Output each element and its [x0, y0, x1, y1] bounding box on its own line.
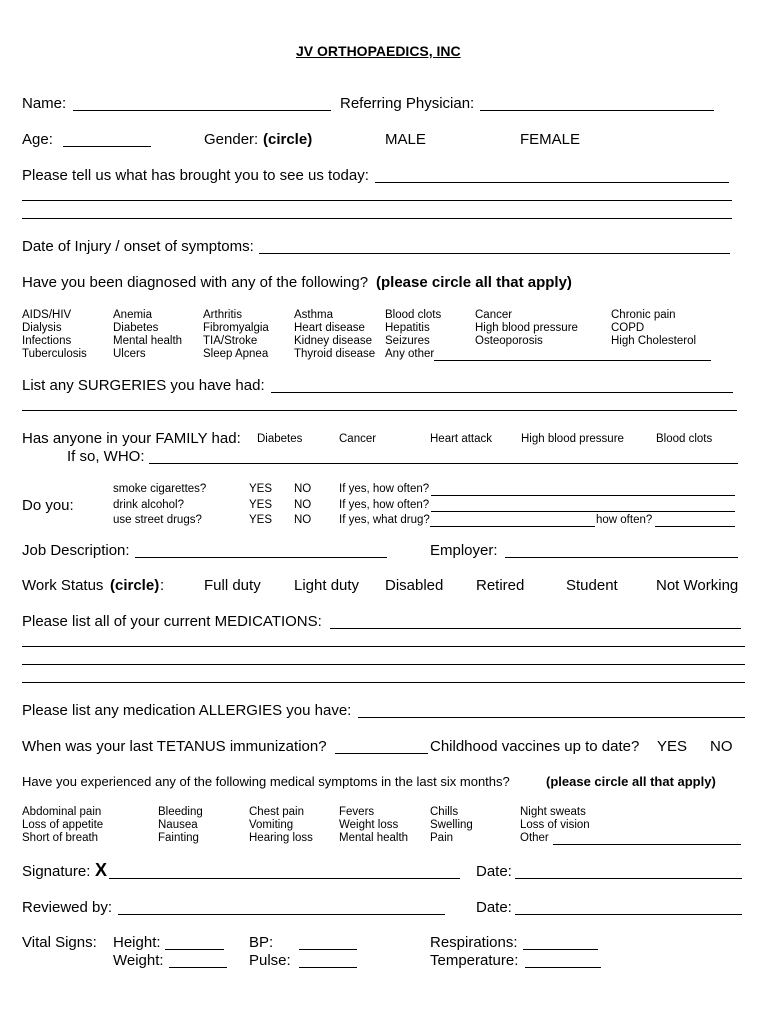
condition-item[interactable]: High blood pressure — [475, 322, 578, 334]
habit-yes-option[interactable]: YES — [249, 483, 273, 495]
condition-item[interactable]: Mental health — [113, 335, 183, 347]
medications-line-2[interactable] — [22, 646, 745, 647]
symptom-item[interactable]: Short of breath — [22, 832, 99, 844]
family-item[interactable]: High blood pressure — [521, 433, 624, 445]
symptom-item[interactable]: Mental health — [339, 832, 409, 844]
other-condition-field[interactable] — [434, 360, 711, 361]
gender-female-option[interactable]: FEMALE — [520, 131, 581, 148]
gender-circle-note: (circle) — [263, 131, 313, 148]
symptom-item[interactable]: Fainting — [158, 832, 199, 844]
symptom-item[interactable]: Vomiting — [249, 819, 294, 831]
work-status-option[interactable]: Light duty — [294, 577, 360, 594]
family-item[interactable]: Blood clots — [656, 433, 713, 445]
name-field[interactable] — [73, 110, 331, 111]
symptom-item[interactable]: Other — [520, 832, 549, 844]
condition-item[interactable]: AIDS/HIV — [22, 309, 72, 321]
smoke-frequency-field[interactable] — [431, 495, 735, 496]
signature-date-label: Date: — [476, 863, 512, 880]
condition-item[interactable]: High Cholesterol — [611, 335, 697, 347]
condition-item[interactable]: Seizures — [385, 335, 430, 347]
employer-field[interactable] — [505, 557, 738, 558]
symptom-item[interactable]: Weight loss — [339, 819, 399, 831]
surgeries-label: List any SURGERIES you have had: — [22, 377, 265, 394]
drug-name-field[interactable] — [430, 526, 595, 527]
work-status-option[interactable]: Student — [566, 577, 618, 594]
age-label: Age: — [22, 131, 53, 148]
signature-x-mark: X — [95, 860, 108, 880]
condition-item[interactable]: TIA/Stroke — [203, 335, 258, 347]
job-description-label: Job Description: — [22, 542, 130, 559]
job-description-field[interactable] — [135, 557, 387, 558]
condition-item[interactable]: Arthritis — [203, 309, 242, 321]
family-item[interactable]: Diabetes — [257, 433, 303, 445]
bp-label: BP: — [249, 934, 274, 951]
form-title: JV ORTHOPAEDICS, INC — [296, 43, 461, 59]
condition-item[interactable]: Thyroid disease — [294, 348, 376, 360]
medications-label: Please list all of your current MEDICATIONS: — [22, 613, 322, 630]
work-status-circle-note: (circle) — [110, 577, 160, 594]
condition-item[interactable]: Tuberculosis — [22, 348, 87, 360]
reviewed-by-label: Reviewed by: — [22, 899, 113, 916]
habit-item: smoke cigarettes? — [113, 483, 207, 495]
habit-followup-label: If yes, what drug? — [339, 514, 430, 526]
work-status-label: Work Status — [22, 577, 104, 594]
medications-line-3[interactable] — [22, 664, 745, 665]
condition-item[interactable]: Ulcers — [113, 348, 146, 360]
habit-followup-label: If yes, how often? — [339, 483, 430, 495]
injury-date-field[interactable] — [259, 253, 730, 254]
symptoms-circle-note: (please circle all that apply) — [546, 774, 716, 789]
tetanus-date-field[interactable] — [335, 753, 428, 754]
temperature-field[interactable] — [525, 967, 601, 968]
symptom-item[interactable]: Chills — [430, 806, 459, 818]
habit-no-option[interactable]: NO — [294, 499, 312, 511]
pulse-label: Pulse: — [249, 952, 291, 969]
reason-line-2[interactable] — [22, 200, 732, 201]
name-label: Name: — [22, 95, 67, 112]
reason-label: Please tell us what has brought you to see us today: — [22, 167, 369, 184]
symptom-item[interactable]: Swelling — [430, 819, 473, 831]
symptoms-label: Have you experienced any of the following medical symptoms in the last six months? — [22, 774, 510, 789]
other-symptom-field[interactable] — [553, 844, 741, 845]
symptom-item[interactable]: Night sweats — [520, 806, 586, 818]
reviewed-by-field[interactable] — [118, 914, 445, 915]
symptom-item[interactable]: Fevers — [339, 806, 375, 818]
condition-item[interactable]: Cancer — [475, 309, 513, 321]
symptom-item[interactable]: Hearing loss — [249, 832, 313, 844]
allergies-label: Please list any medication ALLERGIES you have: — [22, 702, 352, 719]
vaccines-no-option[interactable]: NO — [710, 738, 733, 755]
work-status-option[interactable]: Not Working — [656, 577, 739, 594]
reason-line-3[interactable] — [22, 218, 732, 219]
condition-item[interactable]: COPD — [611, 322, 645, 334]
injury-date-label: Date of Injury / onset of symptoms: — [22, 238, 254, 255]
family-who-label: If so, WHO: — [67, 448, 145, 465]
habit-item: use street drugs? — [113, 514, 202, 526]
weight-field[interactable] — [169, 967, 227, 968]
habit-no-option[interactable]: NO — [294, 514, 312, 526]
condition-item[interactable]: Anemia — [113, 309, 152, 321]
temperature-label: Temperature: — [430, 952, 519, 969]
tetanus-label: When was your last TETANUS immunization? — [22, 738, 327, 755]
childhood-vaccines-label: Childhood vaccines up to date? — [430, 738, 640, 755]
habit-yes-option[interactable]: YES — [249, 499, 273, 511]
age-field[interactable] — [63, 146, 151, 147]
condition-item[interactable]: Diabetes — [113, 322, 159, 334]
condition-item[interactable]: Dialysis — [22, 322, 62, 334]
work-status-option[interactable]: Retired — [476, 577, 525, 594]
work-status-option[interactable]: Full duty — [204, 577, 261, 594]
habit-followup-label: If yes, how often? — [339, 499, 430, 511]
symptom-item[interactable]: Bleeding — [158, 806, 203, 818]
condition-item[interactable]: Infections — [22, 335, 72, 347]
height-field[interactable] — [165, 949, 224, 950]
symptom-item[interactable]: Nausea — [158, 819, 198, 831]
respirations-field[interactable] — [523, 949, 598, 950]
family-item[interactable]: Cancer — [339, 433, 377, 445]
habit-no-option[interactable]: NO — [294, 483, 312, 495]
surgeries-line-2[interactable] — [22, 410, 737, 411]
condition-item[interactable]: Any other — [385, 348, 435, 360]
family-history-label: Has anyone in your FAMILY had: — [22, 430, 241, 447]
drug-frequency-label: how often? — [596, 514, 653, 526]
condition-item[interactable]: Chronic pain — [611, 309, 676, 321]
alcohol-frequency-field[interactable] — [431, 511, 735, 512]
condition-item[interactable]: Asthma — [294, 309, 333, 321]
condition-item[interactable]: Osteoporosis — [475, 335, 543, 347]
signature-label: Signature: — [22, 863, 91, 880]
habit-item: drink alcohol? — [113, 499, 184, 511]
respirations-label: Respirations: — [430, 934, 518, 951]
reviewed-date-label: Date: — [476, 899, 512, 916]
drug-frequency-field[interactable] — [655, 526, 735, 527]
diagnosed-label: Have you been diagnosed with any of the following? — [22, 274, 369, 291]
employer-label: Employer: — [430, 542, 498, 559]
condition-item[interactable]: Sleep Apnea — [203, 348, 269, 360]
gender-label: Gender: — [204, 131, 259, 148]
symptom-item[interactable]: Pain — [430, 832, 454, 844]
symptom-item[interactable]: Abdominal pain — [22, 806, 102, 818]
diagnosed-circle-note: (please circle all that apply) — [376, 274, 572, 291]
vital-signs-label: Vital Signs: — [22, 934, 97, 951]
reason-field[interactable] — [375, 182, 729, 183]
family-who-field[interactable] — [149, 463, 738, 464]
condition-item[interactable]: Blood clots — [385, 309, 442, 321]
medications-line-4[interactable] — [22, 682, 745, 683]
signature-field[interactable] — [109, 878, 460, 879]
symptom-item[interactable]: Loss of appetite — [22, 819, 104, 831]
surgeries-field[interactable] — [271, 392, 733, 393]
symptom-item[interactable]: Chest pain — [249, 806, 304, 818]
habit-yes-option[interactable]: YES — [249, 514, 273, 526]
referring-physician-field[interactable] — [480, 110, 714, 111]
reviewed-date-field[interactable] — [515, 914, 742, 915]
bp-field[interactable] — [299, 949, 357, 950]
work-status-colon: : — [160, 577, 165, 594]
work-status-option[interactable]: Disabled — [385, 577, 444, 594]
condition-item[interactable]: Fibromyalgia — [203, 322, 269, 334]
pulse-field[interactable] — [299, 967, 357, 968]
signature-date-field[interactable] — [515, 878, 742, 879]
medications-field[interactable] — [330, 628, 741, 629]
condition-item[interactable]: Heart disease — [294, 322, 365, 334]
symptom-item[interactable]: Loss of vision — [520, 819, 590, 831]
condition-item[interactable]: Kidney disease — [294, 335, 372, 347]
referring-physician-label: Referring Physician: — [340, 95, 475, 112]
condition-item[interactable]: Hepatitis — [385, 322, 430, 334]
do-you-label: Do you: — [22, 497, 74, 514]
allergies-field[interactable] — [358, 717, 745, 718]
weight-label: Weight: — [113, 952, 164, 969]
gender-male-option[interactable]: MALE — [385, 131, 426, 148]
family-item[interactable]: Heart attack — [430, 433, 492, 445]
height-label: Height: — [113, 934, 161, 951]
vaccines-yes-option[interactable]: YES — [657, 738, 688, 755]
